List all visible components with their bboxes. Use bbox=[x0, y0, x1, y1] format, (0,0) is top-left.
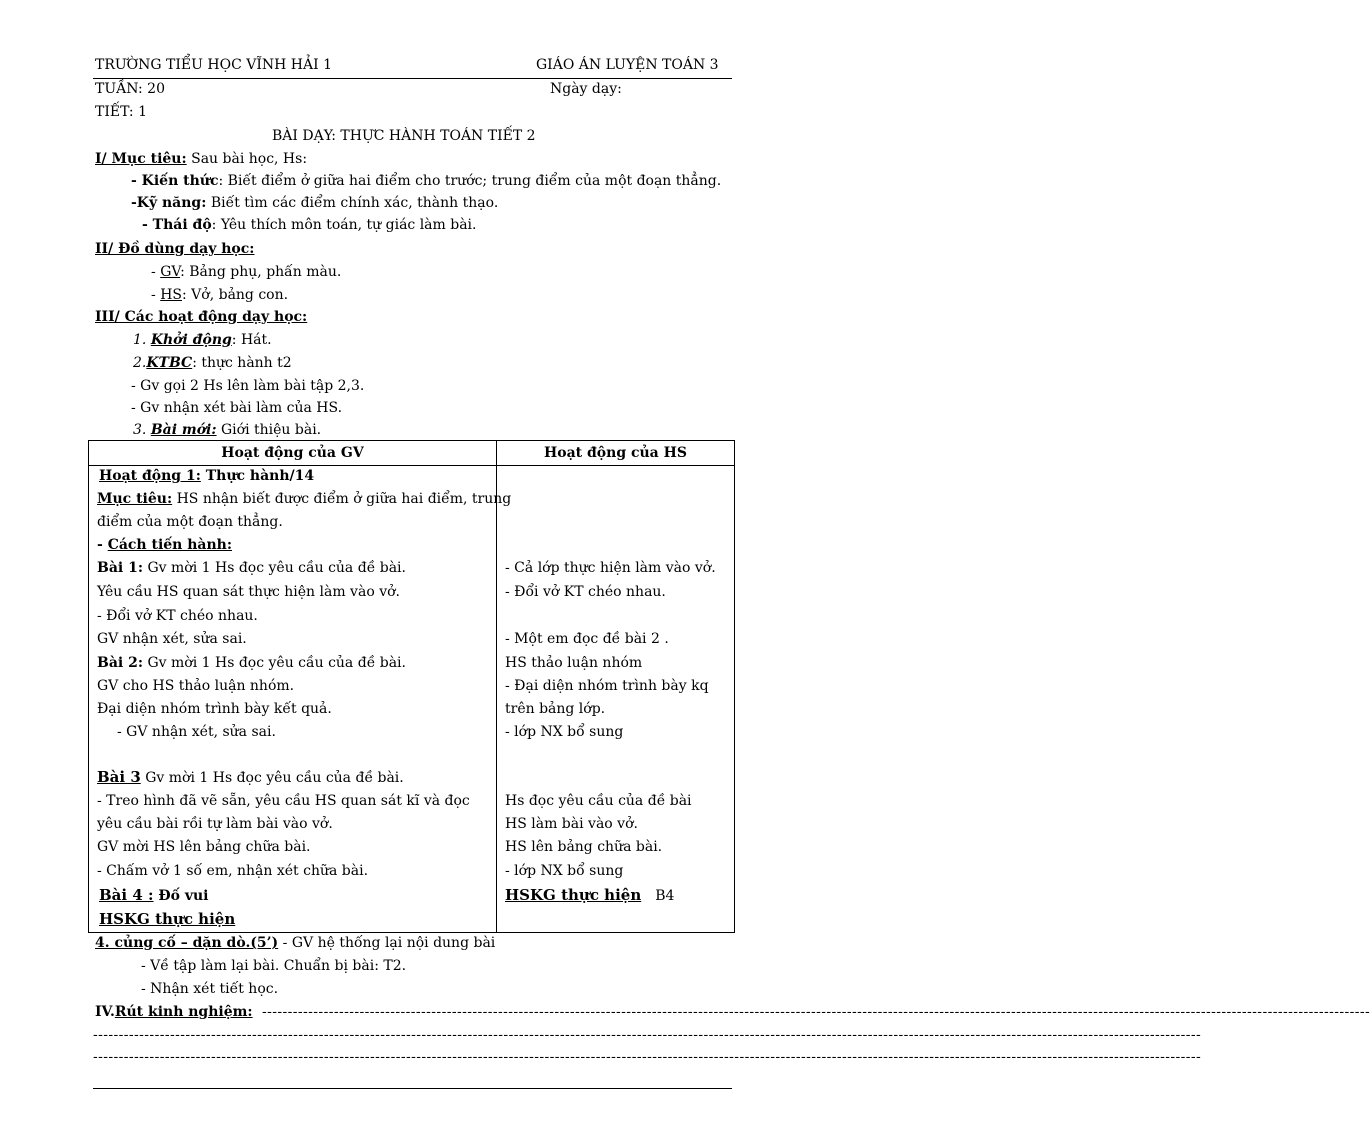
gv-ex2-line4: - GV nhận xét, sửa sai. bbox=[117, 724, 276, 740]
gv-ex1-line3: - Đổi vở KT chéo nhau. bbox=[97, 608, 258, 624]
gv-ex2-label: Bài 2: bbox=[97, 655, 144, 671]
materials-hs-label: HS bbox=[160, 287, 182, 303]
experience-dash-line-3: ------------------------------------------------------------------------------------------------------------------------------------------------------------------------------------------------------------------------ bbox=[93, 1049, 1202, 1065]
activities-heading: III/ Các hoạt động dạy học: bbox=[95, 309, 308, 325]
gv-ex2 bbox=[97, 655, 406, 671]
gv-ex4 bbox=[99, 886, 208, 904]
bottom-rule bbox=[93, 1088, 732, 1089]
materials-gv-line bbox=[151, 264, 341, 280]
col-header-hs: Hoạt động của HS bbox=[497, 441, 735, 466]
consolidation-text: - GV hệ thống lại nội dung bài bbox=[278, 935, 496, 951]
consolidation-line-2: - Về tập làm lại bài. Chuẩn bị bài: T2. bbox=[141, 958, 407, 974]
date-label: Ngày dạy: bbox=[550, 81, 622, 97]
hs-line-7: - lớp NX bổ sung bbox=[505, 724, 624, 740]
attitude-text: : Yêu thích môn toán, tự giác làm bài. bbox=[211, 217, 477, 233]
new-lesson-label: Bài mới: bbox=[150, 422, 217, 438]
gv-ex2-text: Gv mời 1 Hs đọc yêu cầu của đề bài. bbox=[143, 655, 406, 671]
gv-procedure-label: Cách tiến hành: bbox=[107, 537, 232, 553]
school-name: TRƯỜNG TIỂU HỌC VĨNH HẢI 1 bbox=[95, 57, 332, 73]
experience-heading bbox=[95, 1004, 253, 1020]
objectives-heading: I/ Mục tiêu: bbox=[95, 151, 187, 167]
materials-hs-line bbox=[151, 287, 288, 303]
experience-label: Rút kinh nghiệm: bbox=[114, 1004, 253, 1020]
skill-label: -Kỹ năng: bbox=[131, 195, 207, 211]
hs-hskg-exercise: B4 bbox=[655, 888, 675, 904]
hs-line-5: - Đại diện nhóm trình bày kq bbox=[505, 678, 709, 694]
gv-ex3-line5: - Chấm vở 1 số em, nhận xét chữa bài. bbox=[97, 863, 369, 879]
gv-ex3 bbox=[97, 768, 404, 786]
experience-dash-line-1: ------------------------------------------------------------------------------------------------------------------------------------------------------------------------------------------------------------------------ bbox=[262, 1004, 1370, 1020]
gv-objective-text: HS nhận biết được điểm ở giữa hai điểm, trung bbox=[172, 491, 512, 507]
new-lesson-number: 3. bbox=[133, 422, 151, 438]
hs-line-11: - lớp NX bổ sung bbox=[505, 863, 624, 879]
gv-column bbox=[89, 466, 512, 933]
gv-ex3-line4: GV mời HS lên bảng chữa bài. bbox=[97, 839, 311, 855]
review-line bbox=[133, 355, 292, 371]
knowledge-line bbox=[131, 173, 721, 189]
materials-heading: II/ Đồ dùng dạy học: bbox=[95, 241, 255, 257]
attitude-line bbox=[142, 217, 477, 233]
gv-ex2-line3: Đại diện nhóm trình bày kết quả. bbox=[97, 701, 332, 717]
objectives-intro: Sau bài học, Hs: bbox=[191, 151, 308, 167]
hs-line-2: - Đổi vở KT chéo nhau. bbox=[505, 584, 666, 600]
gv-ex3-line3: yêu cầu bài rồi tự làm bài vào vở. bbox=[97, 816, 333, 832]
document-type: GIÁO ÁN LUYỆN TOÁN 3 bbox=[536, 57, 719, 73]
hs-hskg-line bbox=[505, 886, 674, 904]
gv-objective-cont: điểm của một đoạn thẳng. bbox=[97, 514, 283, 530]
hs-line-4: HS thảo luận nhóm bbox=[505, 655, 643, 671]
hs-line-3: - Một em đọc đề bài 2 . bbox=[505, 631, 669, 647]
materials-hs-text: : Vở, bảng con. bbox=[182, 287, 289, 303]
gv-ex1-line2: Yêu cầu HS quan sát thực hiện làm vào vở. bbox=[97, 584, 400, 600]
hs-line-9: HS làm bài vào vở. bbox=[505, 816, 638, 832]
skill-line bbox=[131, 195, 498, 211]
review-item-2: - Gv nhận xét bài làm của HS. bbox=[131, 400, 343, 416]
attitude-label: - Thái độ bbox=[142, 217, 212, 233]
warmup-number: 1. bbox=[133, 332, 151, 348]
gv-ex1 bbox=[97, 560, 406, 576]
hs-line-1: - Cả lớp thực hiện làm vào vở. bbox=[505, 560, 716, 576]
gv-activity-1-label: Hoạt động 1: bbox=[99, 468, 201, 484]
review-item-1: - Gv gọi 2 Hs lên làm bài tập 2,3. bbox=[131, 378, 365, 394]
hs-line-10: HS lên bảng chữa bài. bbox=[505, 839, 663, 855]
gv-procedure-prefix: - bbox=[97, 537, 108, 553]
gv-ex4-label: Bài 4 : bbox=[99, 886, 154, 904]
knowledge-text: : Biết điểm ở giữa hai điểm cho trước; trung điểm của một đoạn thẳng. bbox=[218, 173, 722, 189]
gv-procedure bbox=[97, 537, 232, 553]
gv-ex3-text: Gv mời 1 Hs đọc yêu cầu của đề bài. bbox=[140, 770, 404, 786]
col-header-gv: Hoạt động của GV bbox=[89, 441, 497, 466]
period-label: TIẾT: 1 bbox=[95, 104, 148, 120]
review-label: KTBC bbox=[146, 355, 193, 371]
hs-column bbox=[497, 466, 735, 933]
materials-gv-label: GV bbox=[160, 264, 181, 280]
hs-hskg-label: HSKG thực hiện bbox=[505, 886, 642, 904]
gv-objective-label: Mục tiêu: bbox=[97, 491, 173, 507]
gv-ex1-label: Bài 1: bbox=[97, 560, 144, 576]
experience-dash-line-2: ------------------------------------------------------------------------------------------------------------------------------------------------------------------------------------------------------------------------ bbox=[93, 1027, 1202, 1043]
gv-ex3-line2: - Treo hình đã vẽ sẵn, yêu cầu HS quan sát kĩ và đọc bbox=[97, 793, 470, 809]
materials-gv-prefix: - bbox=[151, 264, 161, 280]
gv-ex1-line4: GV nhận xét, sửa sai. bbox=[97, 631, 247, 647]
consolidation-label: 4. củng cố – dặn dò.(5’) bbox=[95, 935, 279, 951]
activity-table bbox=[88, 440, 735, 933]
materials-gv-text: : Bảng phụ, phấn màu. bbox=[180, 264, 342, 280]
materials-hs-prefix: - bbox=[151, 287, 161, 303]
consolidation-line bbox=[95, 935, 495, 951]
gv-hskg: HSKG thực hiện bbox=[99, 910, 236, 928]
skill-text: Biết tìm các điểm chính xác, thành thạo. bbox=[206, 195, 499, 211]
gv-activity-1 bbox=[99, 468, 314, 484]
gv-ex1-text: Gv mời 1 Hs đọc yêu cầu của đề bài. bbox=[143, 560, 406, 576]
review-text: : thực hành t2 bbox=[192, 355, 292, 371]
review-number: 2. bbox=[133, 355, 147, 371]
gv-ex4-text: Đố vui bbox=[153, 888, 209, 904]
header-rule bbox=[93, 78, 732, 79]
gv-ex3-label: Bài 3 bbox=[97, 768, 141, 786]
consolidation-line-3: - Nhận xét tiết học. bbox=[141, 981, 279, 997]
lesson-title: BÀI DẠY: THỰC HÀNH TOÁN TIẾT 2 bbox=[272, 128, 536, 144]
new-lesson-line bbox=[133, 422, 321, 438]
warmup-text: : Hát. bbox=[231, 332, 272, 348]
new-lesson-text: Giới thiệu bài. bbox=[216, 422, 322, 438]
hs-line-8: Hs đọc yêu cầu của đề bài bbox=[505, 793, 692, 809]
warmup-line bbox=[133, 332, 272, 348]
objectives-line bbox=[95, 151, 307, 167]
warmup-label: Khởi động bbox=[150, 332, 232, 348]
experience-prefix: IV. bbox=[95, 1004, 115, 1020]
hs-line-6: trên bảng lớp. bbox=[505, 701, 606, 717]
week-label: TUẦN: 20 bbox=[95, 81, 165, 97]
gv-activity-1-title: Thực hành/14 bbox=[200, 468, 315, 484]
gv-objective bbox=[97, 491, 511, 507]
gv-ex2-line2: GV cho HS thảo luận nhóm. bbox=[97, 678, 295, 694]
knowledge-label: - Kiến thức bbox=[131, 173, 219, 189]
